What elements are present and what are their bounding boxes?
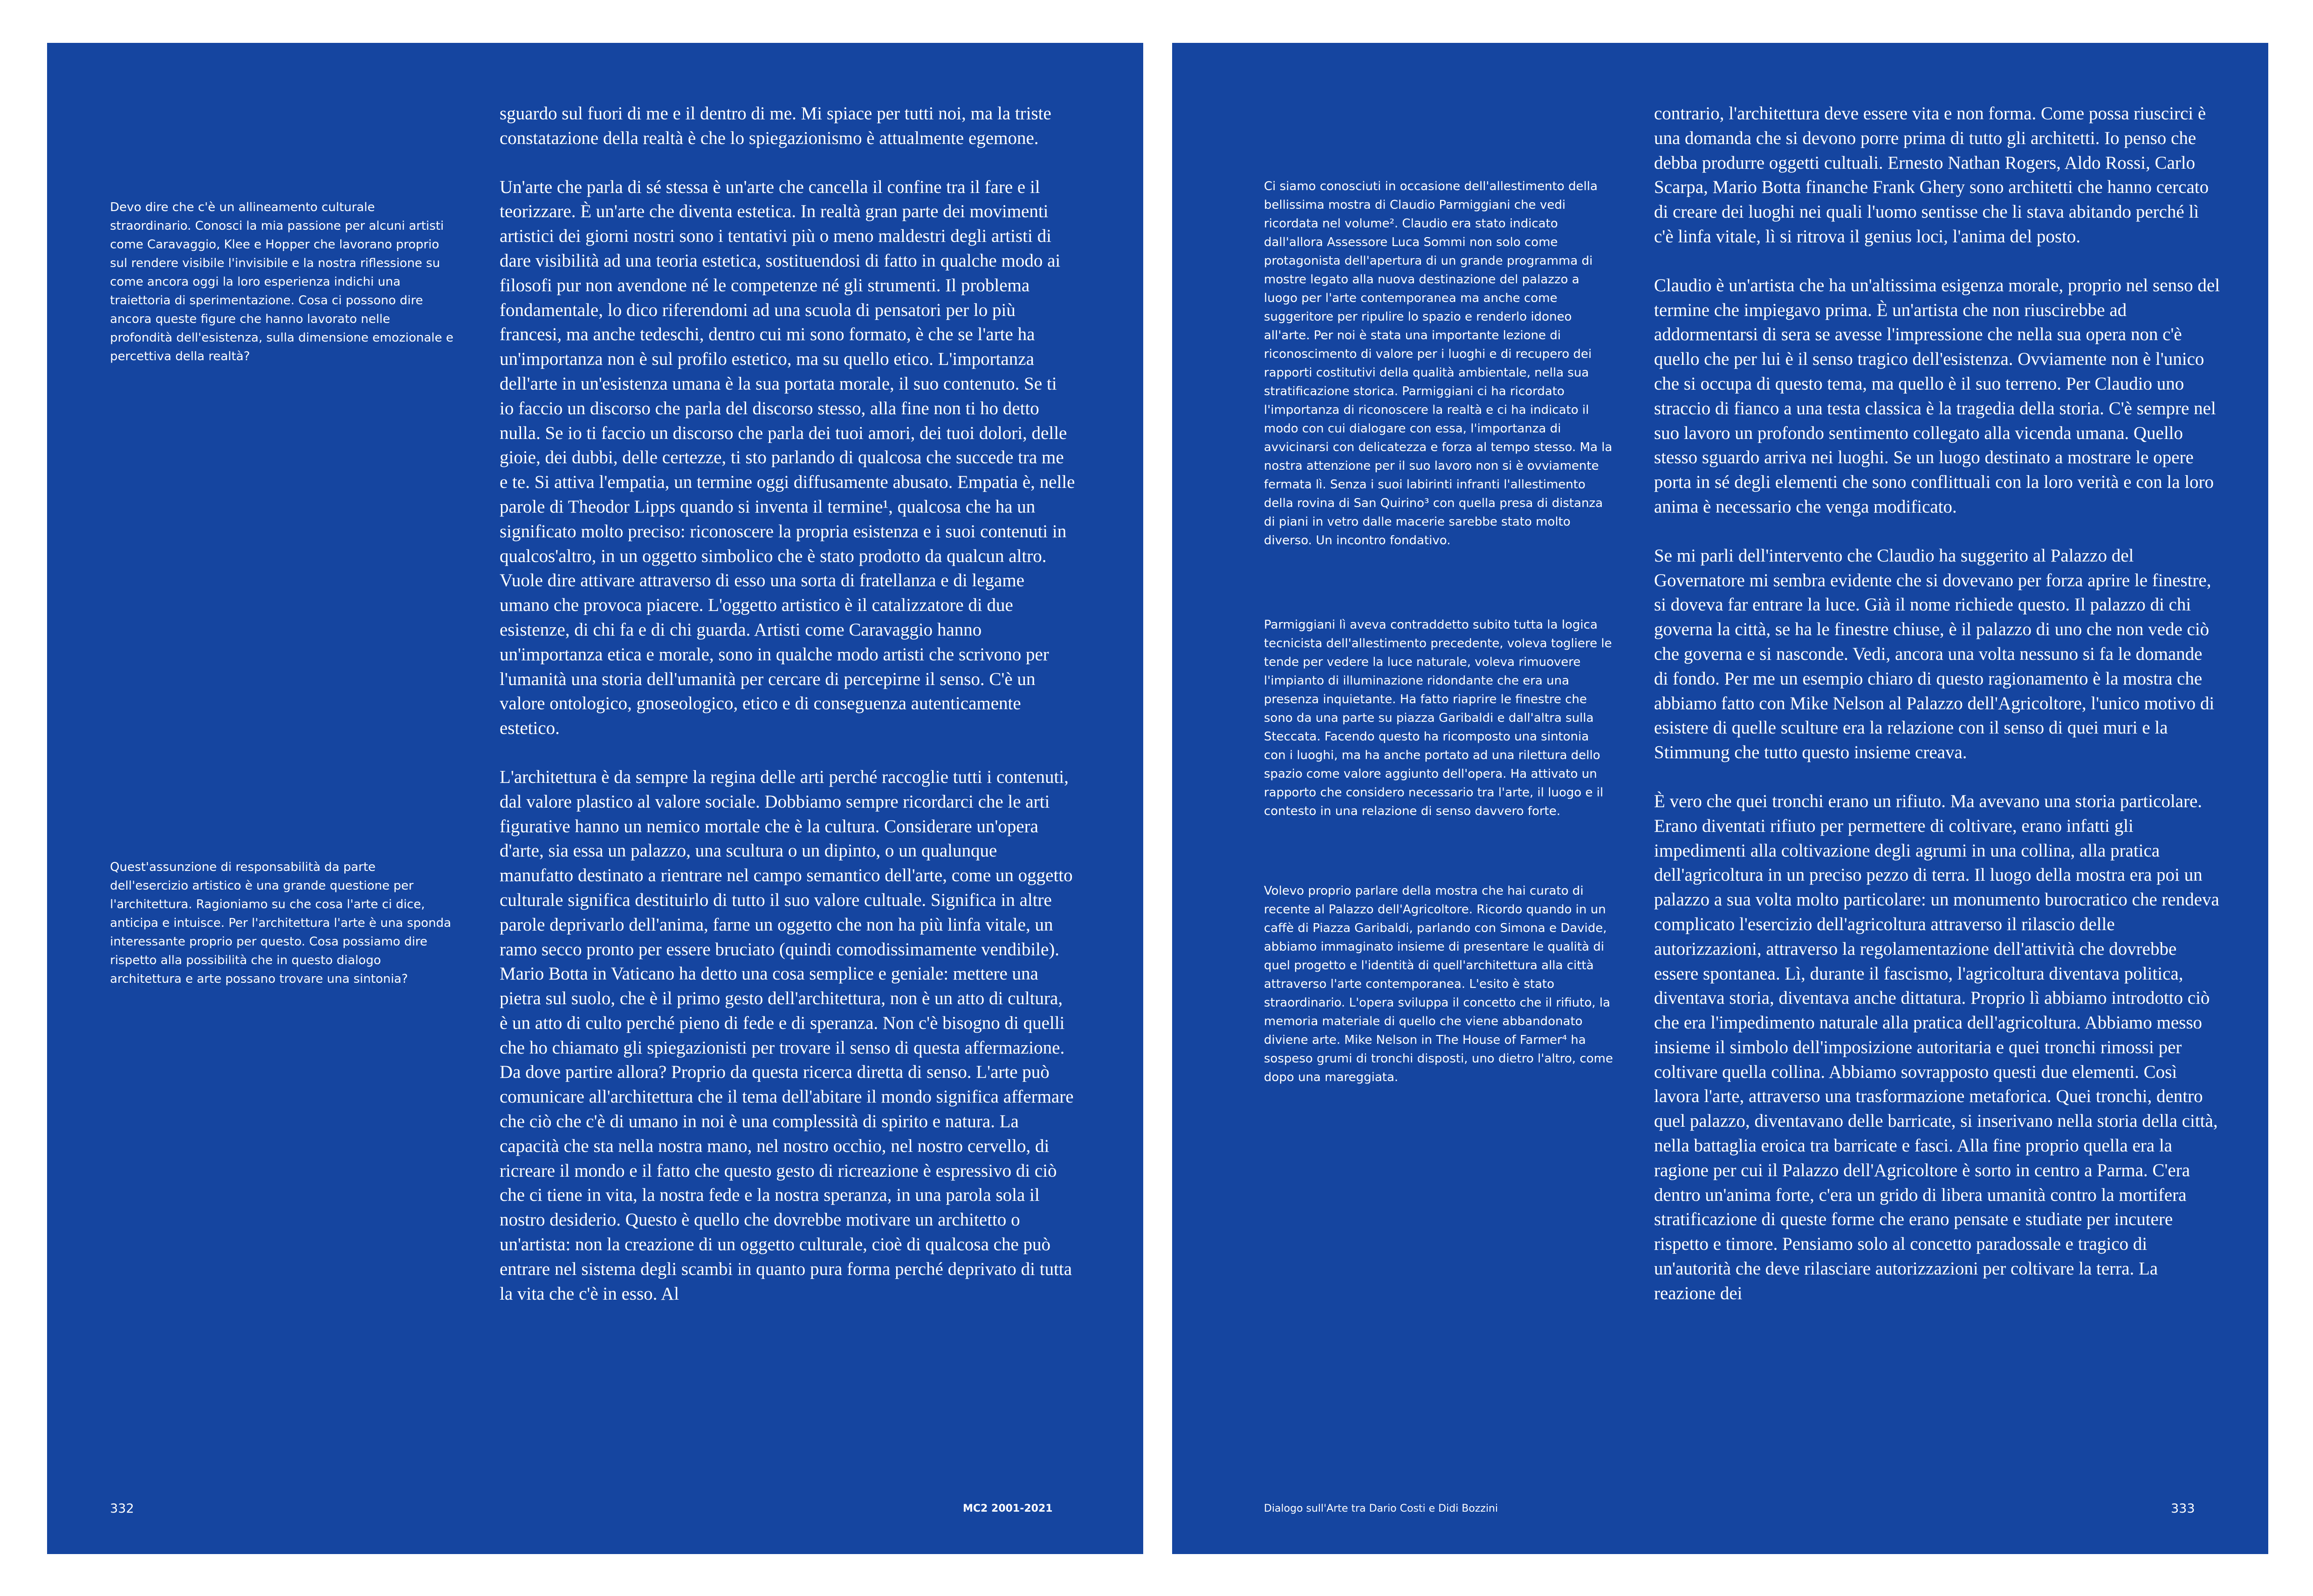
left-page xyxy=(47,43,1143,1554)
sidebar-paragraph-3: Volevo proprio parlare della mostra che hai curato di recente al Palazzo dell'Agricoltore. Ricordo quando in un caffè di Piazza Garibaldi, parlando con Simona e Davide, abbiamo immaginato insieme di presentare le qualità di quel progetto e l'identità di quell'architettura alla città attraverso l'arte contemporanea. L'esito è stato straordinario. L'opera sviluppa il concetto che il rifiuto, la memoria materiale di quello che viene abbandonato diviene arte. Mike Nelson in The House of Farmer⁴ ha sospeso grumi di tronchi disposti, uno dietro l'altro, come dopo una mareggiata. xyxy=(1264,884,1613,1084)
body-paragraph: sguardo sul fuori di me e il dentro di me. Mi spiace per tutti noi, ma la triste constatazione della realtà è che lo spiegazionismo è attualmente egemone. xyxy=(500,103,1051,148)
sidebar-question-2: Quest'assunzione di responsabilità da parte dell'esercizio artistico è una grande questione per l'architettura. Ragioniamo su che cosa l'arte ci dice, anticipa e intuisce. Per l'architettura l'arte è una sponda interessante proprio per questo. Cosa possiamo dire rispetto alla possibilità che in questo dialogo architettura e arte possano trovare una sintonia? xyxy=(110,860,452,986)
running-head: Dialogo sull'Arte tra Dario Costi e Didi Bozzini xyxy=(1264,1503,1498,1514)
sidebar-paragraph-1: Ci siamo conosciuti in occasione dell'allestimento della bellissima mostra di Claudio Parmiggiani che vedi ricordata nel volume². Claudio era stato indicato dall'allora Assessore Luca Sommi non solo come protagonista dell'apertura di un grande programma di mostre legato alla nuova destinazione del palazzo a luogo per l'arte contemporanea ma anche come suggeritore per ripulire lo spazio e renderlo idoneo all'arte. Per noi è stata una importante lezione di riconoscimento di valore per i luoghi e di recupero dei rapporti costitutivi della qualità ambientale, nella sua stratificazione storica. Parmiggiani ci ha ricordato l'importanza di riconoscere la realtà e ci ha indicato il modo con cui dialogare con essa, l'importanza di avvicinarsi con delicatezza e forza al tempo stesso. Ma la nostra attenzione per il suo lavoro non si è ovviamente fermata lì. Senza i suoi labirinti infranti l'allestimento della rovina di San Quirino³ con quella presa di distanza di piani in vetro dalle macerie sarebbe stato molto diverso. Un incontro fondativo. xyxy=(1264,179,1613,548)
right-page xyxy=(1172,43,2268,1554)
sidebar-question-1: Devo dire che c'è un allineamento culturale straordinario. Conosci la mia passione per alcuni artisti come Caravaggio, Klee e Hopper che lavorano proprio sul rendere visibile l'invisibile e la nostra riflessione su come ancora oggi la loro esperienza indichi una traiettoria di sperimentazione. Cosa ci possono dire ancora queste figure che hanno lavorato nelle profondità dell'esistenza, sulla dimensione emozionale e percettiva della realtà? xyxy=(110,200,453,363)
body-column-left xyxy=(500,102,1075,1306)
body-paragraph: contrario, l'architettura deve essere vita e non forma. Come possa riuscirci è una domanda che si devono porre prima di tutto gli architetti. Io penso che debba produrre oggetti cultuali. Ernesto Nathan Rogers, Aldo Rossi, Carlo Scarpa, Mario Botta finanche Frank Ghery sono architetti che hanno cercato di creare dei luoghi nei quali l'uomo sentisse che li stava abitando perché lì c'è linfa vitale, lì si ritrova il genius loci, l'anima del posto. xyxy=(1654,103,2209,247)
page-number: 333 xyxy=(2171,1501,2195,1516)
body-paragraph: Claudio è un'artista che ha un'altissima esigenza morale, proprio nel senso del termine che impiegavo prima. È un'artista che non riuscirebbe ad addormentarsi di sera se avesse l'impressione che nella sua opera non c'è quello che per lui è il senso tragico dell'esistenza. Ovviamente non è l'unico che si occupa di questo tema, ma quello è il suo terreno. Per Claudio uno straccio di fianco a una testa classica è la tragedia della storia. C'è sempre nel suo lavoro un profondo sentimento collegato alla vicenda umana. Quello stesso sguardo arriva nei luoghi. Se un luogo destinato a mostrare le opere porta in sé degli elementi che sono conflittuali con la loro verità e con la loro anima è necessario che venga modificato. xyxy=(1654,275,2220,517)
running-head: MC2 2001-2021 xyxy=(963,1503,1053,1514)
body-paragraph: Se mi parli dell'intervento che Claudio ha suggerito al Palazzo del Governatore mi sembra evidente che si dovevano per forza aprire le finestre, si doveva far entrare la luce. Già il nome richiede questo. Il palazzo di chi governa la città, se ha le finestre chiuse, è il palazzo di uno che non vede ciò che governa e si nasconde. Vedi, ancora una volta nessuno si fa le domande di fondo. Per me un esempio chiaro di questo ragionamento è la mostra che abbiamo fatto con Mike Nelson al Palazzo dell'Agricoltore, l'unico motivo di esistere di quelle sculture era la relazione con il senso di quei muri e la Stimmung che tutto questo insieme creava. xyxy=(1654,545,2215,763)
page-number: 332 xyxy=(110,1501,134,1516)
body-column-right xyxy=(1654,102,2220,1306)
body-paragraph: È vero che quei tronchi erano un rifiuto. Ma avevano una storia particolare. Erano diventati rifiuto per permettere di coltivare, erano infatti gli impedimenti alla coltivazione degli agrumi in una collina, alla pratica dell'agricoltura in un preciso pezzo di terra. Il luogo della mostra era poi un palazzo a sua volta molto particolare: un monumento burocratico che rendeva complicato l'esercizio dell'agricoltura attraverso il rilascio delle autorizzazioni, attraverso la regolamentazione dell'attività che dovrebbe essere spontanea. Lì, durante il fascismo, l'agricoltura diventava politica, diventava storia, diventava anche dittatura. Proprio lì abbiamo introdotto ciò che era l'impedimento naturale alla pratica dell'agricoltura. Abbiamo messo insieme il simbolo dell'imposizione autoritaria e quei tronchi rimossi per coltivare quella collina. Abbiamo sovrapposto questi due elementi. Così lavora l'arte, attraverso una trasformazione metaforica. Quei tronchi, dentro quel palazzo, diventavano delle barricate, si inserivano nella storia della città, nella battaglia eroica tra barricate e fasci. Alla fine proprio quella era la ragione per cui il Palazzo dell'Agricoltore è sorto in centro a Parma. C'era dentro un'anima forte, c'era un grido di libera umanità contro la mortifera stratificazione di queste forme che erano pensate e studiate per incutere rispetto e timore. Pensiamo solo al concetto paradossale e tragico di un'autorità che deve rilasciare autorizzazioni per coltivare la terra. La reazione dei xyxy=(1654,791,2219,1303)
sidebar-paragraph-2: Parmiggiani lì aveva contraddetto subito tutta la logica tecnicista dell'allestimento precedente, voleva togliere le tende per vedere la luce naturale, voleva rimuovere l'impianto di illuminazione ridondante che era una presenza inquietante. Ha fatto riaprire le finestre che sono da una parte su piazza Garibaldi e dall'altra sulla Steccata. Facendo questo ha ricomposto una sintonia con i luoghi, ma ha anche portato ad una rilettura dello spazio come valore aggiunto dell'opera. Ha attivato un rapporto che considero necessario tra l'arte, il luogo e il contesto in una relazione di senso davvero forte. xyxy=(1264,618,1612,818)
body-paragraph: L'architettura è da sempre la regina delle arti perché raccoglie tutti i contenuti, dal valore plastico al valore sociale. Dobbiamo sempre ricordarci che le arti figurative hanno un nemico mortale che è la cultura. Considerare un'opera d'arte, sia essa un palazzo, una scultura o un dipinto, o un qualunque manufatto destinato a rientrare nel campo semantico dell'arte, come un oggetto culturale significa destituirlo di tutto il suo valore cultuale. Significa in altre parole deprivarlo dell'anima, farne un oggetto che non ha più linfa vitale, un ramo secco pronto per essere bruciato (quindi comodissimamente vendibile). Mario Botta in Vaticano ha detto una cosa semplice e geniale: mettere una pietra sul suolo, che è il primo gesto dell'architettura, non è un atto di cultura, è un atto di culto perché pieno di fede e di speranza. Non c'è bisogno di quelli che ho chiamato gli spiegazionisti per trovare il senso di questa affermazione. Da dove partire allora? Proprio da questa ricerca diretta di senso. L'arte può comunicare all'architettura che il tema dell'abitare il mondo significa affermare che ciò che c'è di umano in noi è una complessità di spirito e natura. La capacità che sta nella nostra mano, nel nostro occhio, nel nostro cervello, di ricreare il mondo e il fatto che questo gesto di ricreazione è espressivo di ciò che ci tiene in vita, la nostra fede e la nostra speranza, in una parola sola il nostro desiderio. Questo è quello che dovrebbe motivare un architetto o un'artista: non la creazione di un oggetto culturale, cioè di qualcosa che può entrare nel sistema degli scambi in quanto pura forma perché deprivato di tutta la vita che c'è in esso. Al xyxy=(500,767,1074,1304)
body-paragraph: Un'arte che parla di sé stessa è un'arte che cancella il confine tra il fare e il teorizzare. È un'arte che diventa estetica. In realtà gran parte dei movimenti artistici dei giorni nostri sono i tentativi più o meno maldestri degli artisti di dare visibilità ad una teoria estetica, sostituendosi di fatto in qualche modo ai filosofi pur non avendone né le competenze né gli strumenti. Il problema fondamentale, lo dico riferendomi ad una scuola di pensatori per lo più francesi, ma anche tedeschi, dentro cui mi sono formato, è che se l'arte ha un'importanza non è sul profilo estetico, ma su quello etico. L'importanza dell'arte in un'esistenza umana è la sua portata morale, il suo contenuto. Se ti io faccio un discorso che parla del discorso stesso, alla fine non ti ho detto nulla. Se io ti faccio un discorso che parla dei tuoi amori, dei tuoi dolori, delle gioie, dei dubbi, delle certezze, ti sto parlando di qualcosa che succede tra me e te. Si attiva l'empatia, un termine oggi diffusamente abusato. Empatia è, nelle parole di Theodor Lipps quando si inventa il termine¹, qualcosa che ha un significato molto preciso: riconoscere la propria esistenza e i suoi contenuti in qualcos'altro, in un oggetto simbolico che è stato prodotto da qualcun altro. Vuole dire attivare attraverso di esso una sorta di fratellanza e di legame umano che provoca piacere. L'oggetto artistico è il catalizzatore di due esistenze, di chi fa e di chi guarda. Artisti come Caravaggio hanno un'importanza etica e morale, sono in qualche modo artisti che scrivono per l'umanità una storia dell'umanità per cercare di percepirne il senso. C'è un valore ontologico, gnoseologico, etico e di conseguenza autenticamente estetico. xyxy=(500,177,1075,739)
